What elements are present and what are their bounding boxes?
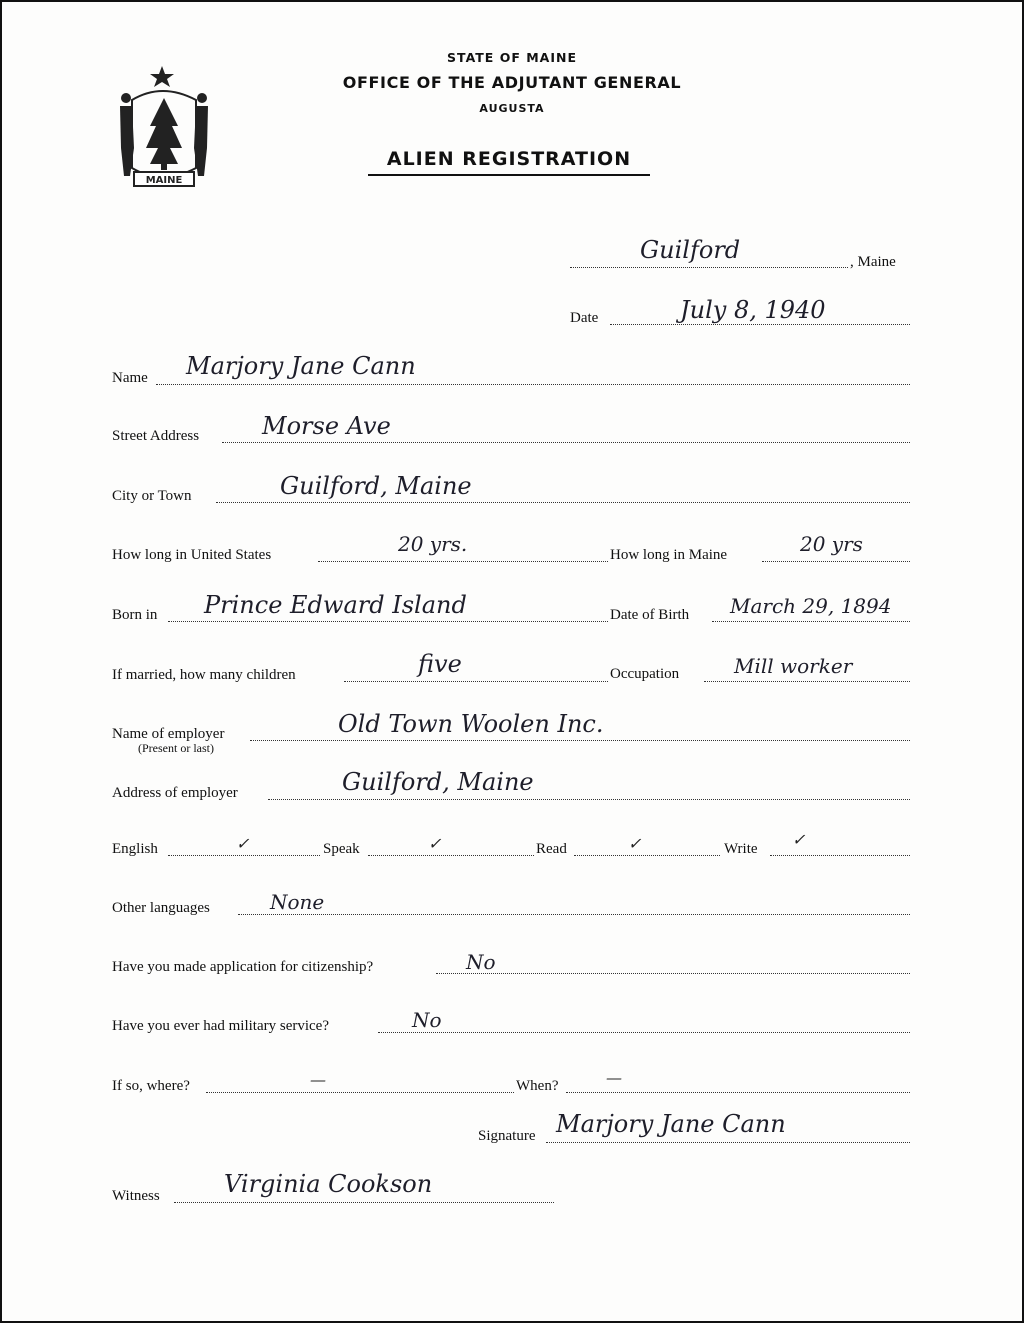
occupation-line bbox=[704, 681, 910, 682]
military-line bbox=[378, 1032, 910, 1033]
born-in-label: Born in bbox=[112, 607, 158, 623]
name-label: Name bbox=[112, 370, 148, 386]
speak-label: Speak bbox=[323, 841, 360, 857]
read-line bbox=[574, 855, 720, 856]
date-line bbox=[610, 324, 910, 325]
speak-check: ✓ bbox=[428, 834, 442, 853]
witness-value: Virginia Cookson bbox=[224, 1170, 433, 1198]
form-title: ALIEN REGISTRATION bbox=[386, 148, 632, 170]
how-long-maine-value: 20 yrs bbox=[800, 532, 863, 556]
maine-label: , Maine bbox=[850, 254, 896, 270]
city-line bbox=[216, 502, 910, 503]
born-in-line bbox=[168, 621, 608, 622]
city-label: City or Town bbox=[112, 488, 192, 504]
dob-value: March 29, 1894 bbox=[730, 594, 892, 618]
other-languages-value: None bbox=[270, 890, 325, 914]
military-label: Have you ever had military service? bbox=[112, 1018, 329, 1034]
english-label: English bbox=[112, 841, 158, 857]
employer-address-line bbox=[268, 799, 910, 800]
witness-line bbox=[174, 1202, 554, 1203]
employer-label: Name of employer bbox=[112, 726, 225, 742]
how-long-us-value: 20 yrs. bbox=[398, 532, 468, 556]
where-label: If so, where? bbox=[112, 1078, 190, 1094]
street-value: Morse Ave bbox=[262, 412, 391, 440]
read-check: ✓ bbox=[628, 834, 642, 853]
military-value: No bbox=[412, 1008, 442, 1032]
employer-line bbox=[250, 740, 910, 741]
dob-label: Date of Birth bbox=[610, 607, 690, 623]
how-long-maine-line bbox=[762, 561, 910, 562]
english-line bbox=[168, 855, 320, 856]
town-value: Guilford bbox=[640, 236, 741, 264]
write-label: Write bbox=[724, 841, 758, 857]
speak-line bbox=[368, 855, 534, 856]
citizenship-line bbox=[436, 973, 910, 974]
seal-text: MAINE bbox=[145, 175, 183, 186]
how-long-us-label: How long in United States bbox=[112, 547, 272, 563]
signature-label: Signature bbox=[478, 1128, 536, 1144]
other-languages-line bbox=[238, 914, 910, 915]
date-label: Date bbox=[570, 310, 599, 326]
where-value: — bbox=[310, 1070, 326, 1089]
dob-line bbox=[712, 621, 910, 622]
title-underline bbox=[368, 174, 650, 176]
employer-address-label: Address of employer bbox=[112, 785, 238, 801]
date-value: July 8, 1940 bbox=[680, 296, 826, 324]
witness-label: Witness bbox=[112, 1188, 160, 1204]
town-line bbox=[570, 267, 848, 268]
read-label: Read bbox=[536, 841, 567, 857]
other-languages-label: Other languages bbox=[112, 900, 210, 916]
header-city: AUGUSTA bbox=[479, 102, 545, 115]
citizenship-label: Have you made application for citizenship? bbox=[112, 959, 374, 975]
street-label: Street Address bbox=[112, 428, 200, 444]
born-in-value: Prince Edward Island bbox=[204, 591, 467, 619]
how-long-us-line bbox=[318, 561, 608, 562]
when-label: When? bbox=[516, 1078, 559, 1094]
write-line bbox=[770, 855, 910, 856]
employer-value: Old Town Woolen Inc. bbox=[338, 710, 604, 738]
citizenship-value: No bbox=[466, 950, 496, 974]
employer-address-value: Guilford, Maine bbox=[342, 768, 534, 796]
english-check: ✓ bbox=[236, 834, 250, 853]
name-line bbox=[156, 384, 910, 385]
where-line bbox=[206, 1092, 514, 1093]
name-value: Marjory Jane Cann bbox=[186, 352, 416, 380]
children-label: If married, how many children bbox=[112, 667, 296, 683]
occupation-value: Mill worker bbox=[734, 654, 853, 678]
header-state: STATE OF MAINE bbox=[447, 50, 577, 65]
city-value: Guilford, Maine bbox=[280, 472, 472, 500]
header-office: OFFICE OF THE ADJUTANT GENERAL bbox=[342, 73, 682, 92]
how-long-maine-label: How long in Maine bbox=[610, 547, 728, 563]
employer-note: (Present or last) bbox=[138, 741, 214, 755]
occupation-label: Occupation bbox=[610, 666, 680, 682]
signature-value: Marjory Jane Cann bbox=[556, 1110, 786, 1138]
children-value: five bbox=[418, 650, 462, 678]
signature-line bbox=[546, 1142, 910, 1143]
when-line bbox=[566, 1092, 910, 1093]
write-check: ✓ bbox=[792, 830, 806, 849]
children-line bbox=[344, 681, 608, 682]
when-value: — bbox=[606, 1068, 622, 1087]
street-line bbox=[222, 442, 910, 443]
